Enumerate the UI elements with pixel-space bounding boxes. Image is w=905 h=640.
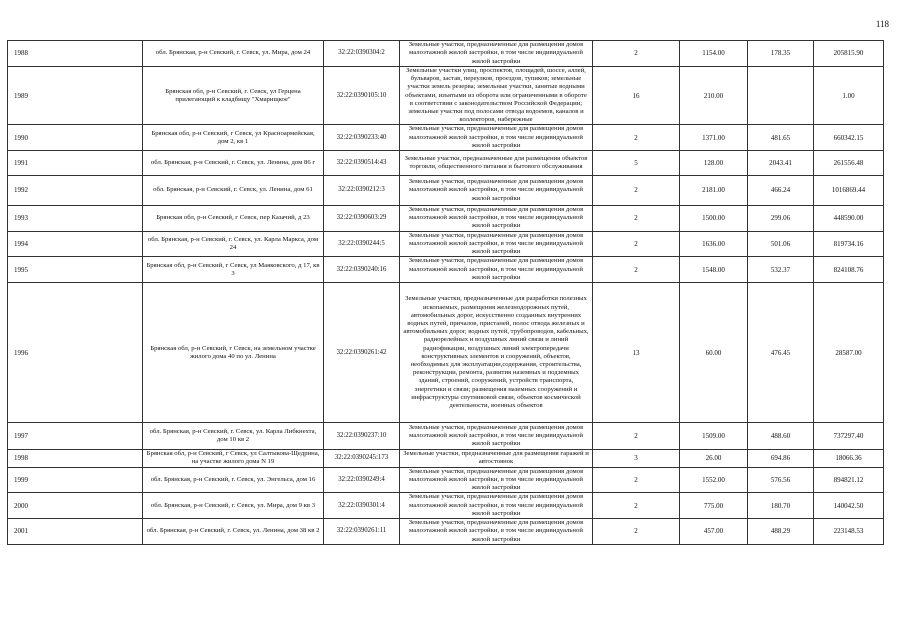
group-cell: 2	[593, 519, 680, 545]
row-number: 1999	[8, 467, 143, 493]
group-cell: 2	[593, 493, 680, 519]
cadastral-value-cell: 140042.50	[814, 493, 884, 519]
group-cell: 2	[593, 231, 680, 257]
address-cell: Брянская обл, р-н Севский, г. Севск, ул Герцена прилегающий к кладбищу "Хмарищкое"	[143, 67, 324, 125]
area-cell: 1500.00	[680, 206, 748, 232]
specific-value-cell: 501.06	[748, 231, 814, 257]
group-cell: 2	[593, 41, 680, 67]
address-cell: обл. Брянская, р-н Севский, г. Севск, ул. Ленина, дом 38 кв 2	[143, 519, 324, 545]
group-cell: 2	[593, 125, 680, 151]
cadastral-number-cell: 32:22:0390249:4	[324, 467, 400, 493]
cadastral-number-cell: 32:22:0390233:40	[324, 125, 400, 151]
land-use-cell: Земельные участки, предназначенные для размещения домов малоэтажной жилой застройки, в том числе индивидуальной жилой застройки	[400, 125, 593, 151]
address-cell: обл. Брянская, р-н Севский, г. Севск, ул. Мира, дом 24	[143, 41, 324, 67]
address-cell: обл. Брянская, р-н Севский, г. Севск, ул. Карла Маркса, дом 24	[143, 231, 324, 257]
cadastral-number-cell: 32:22:0390304:2	[324, 41, 400, 67]
table-row	[8, 176, 884, 206]
cadastral-value-cell: 819734.16	[814, 231, 884, 257]
specific-value-cell: 488.60	[748, 423, 814, 450]
area-cell: 1548.00	[680, 257, 748, 283]
cadastral-value-cell: 894821.12	[814, 467, 884, 493]
cadastral-value-cell: 824108.76	[814, 257, 884, 283]
table-row	[8, 450, 884, 467]
cadastral-value-cell: 18066.36	[814, 450, 884, 467]
specific-value-cell: 2043.41	[748, 151, 814, 176]
page-number: 118	[875, 19, 889, 29]
address-cell: Брянская обл, р-н Севский, г Севск, ул Салтыкова-Щедрина, на участке жилого дома N 19	[143, 450, 324, 467]
row-number: 1998	[8, 450, 143, 467]
specific-value-cell: 299.06	[748, 206, 814, 232]
address-cell: Брянская обл, р-н Севский, г Севск, пер Казачий, д 23	[143, 206, 324, 232]
area-cell: 26.00	[680, 450, 748, 467]
address-cell: обл. Брянская, р-н Севский, г. Севск, ул. Энгельса, дом 16	[143, 467, 324, 493]
cadastral-number-cell: 32:22:0390240:16	[324, 257, 400, 283]
group-cell: 2	[593, 257, 680, 283]
cadastral-number-cell: 32:22:0390212:3	[324, 176, 400, 206]
row-number: 1991	[8, 151, 143, 176]
cadastral-value-cell: 737297.40	[814, 423, 884, 450]
group-cell: 16	[593, 67, 680, 125]
address-cell: обл. Брянская, р-н Севский, г. Севск, ул. Ленина, дом 61	[143, 176, 324, 206]
land-use-cell: Земельные участки, предназначенные для размещения домов малоэтажной жилой застройки, в том числе индивидуальной жилой застройки	[400, 423, 593, 450]
group-cell: 2	[593, 467, 680, 493]
row-number: 1995	[8, 257, 143, 283]
area-cell: 775.00	[680, 493, 748, 519]
row-number: 1994	[8, 231, 143, 257]
cadastral-number-cell: 32:22:0390261:42	[324, 283, 400, 423]
specific-value-cell	[748, 67, 814, 125]
table-row	[8, 125, 884, 151]
specific-value-cell: 576.56	[748, 467, 814, 493]
area-cell: 457.00	[680, 519, 748, 545]
row-number: 1988	[8, 41, 143, 67]
group-cell: 5	[593, 151, 680, 176]
area-cell: 2181.00	[680, 176, 748, 206]
land-use-cell: Земельные участки, предназначенные для размещения домов малоэтажной жилой застройки, в том числе индивидуальной жилой застройки	[400, 231, 593, 257]
cadastral-number-cell: 32:22:0390261:11	[324, 519, 400, 545]
area-cell: 60.00	[680, 283, 748, 423]
land-use-cell: Земельные участки, предназначенные для размещения домов малоэтажной жилой застройки, в том числе индивидуальной жилой застройки	[400, 467, 593, 493]
table-row	[8, 467, 884, 493]
row-number: 1996	[8, 283, 143, 423]
row-number: 2001	[8, 519, 143, 545]
cadastral-value-cell: 1.00	[814, 67, 884, 125]
specific-value-cell: 180.70	[748, 493, 814, 519]
land-use-cell: Земельные участки, предназначенные для разработки полезных ископаемых, размещения железнодорожных путей, автомобильных дорог, искусственно созданных внутренних водных путей, причалов, пристаней, полос отвода железных и автомобильных дорог, водных путей, трубопроводов, кабельных, радиорелейных и воздушных линий связи и линий радиофикации, воздушных линий электропередачи конструктивных элементов и сооружений, объектов, необходимых для эксплуатации,содержания, строительства, реконструкции, ремонта, развития наземных и подземных зданий, строений, сооружений, устройств транспорта, энергетики и связи; размещения наземных сооружений и инфраструктуры спутниковой связи, объектов космической деятельности, военных объектов	[400, 283, 593, 423]
cadastral-value-cell: 1016869.44	[814, 176, 884, 206]
land-use-cell: Земельные участки, предназначенные для размещения домов малоэтажной жилой застройки, в том числе индивидуальной жилой застройки	[400, 519, 593, 545]
row-number: 1989	[8, 67, 143, 125]
table-row	[8, 283, 884, 423]
cadastral-number-cell: 32:22:0390105:10	[324, 67, 400, 125]
row-number: 1992	[8, 176, 143, 206]
specific-value-cell: 481.65	[748, 125, 814, 151]
specific-value-cell: 476.45	[748, 283, 814, 423]
land-use-cell: Земельные участки улиц, проспектов, площадей, шоссе, аллей, бульваров, застав, переулков, проездов, тупиков; земельные участки земель резерва; земельные участки, занятые водными объектами, изъятыми из оборота или ограниченными в обороте в соответствии с законодательством Российской Федерации; земельные участки под полосами отвода водоемов, каналов и коллекторов, набережные	[400, 67, 593, 125]
address-cell: Брянская обл, р-н Севский, г Севск, ул Красноармейская, дом 2, кв 1	[143, 125, 324, 151]
row-number: 1990	[8, 125, 143, 151]
row-number: 1997	[8, 423, 143, 450]
cadastral-value-cell: 660342.15	[814, 125, 884, 151]
specific-value-cell: 466.24	[748, 176, 814, 206]
group-cell: 2	[593, 176, 680, 206]
land-use-cell: Земельные участки, предназначенные для размещения домов малоэтажной жилой застройки, в том числе индивидуальной жилой застройки	[400, 176, 593, 206]
cadastral-value-cell: 448590.00	[814, 206, 884, 232]
area-cell: 128.00	[680, 151, 748, 176]
address-cell: обл. Брянская, р-н Севский, г. Севск, ул. Ленина, дом 86 г	[143, 151, 324, 176]
cadastral-number-cell: 32:22:0390244:5	[324, 231, 400, 257]
cadastral-number-cell: 32:22:0390301:4	[324, 493, 400, 519]
land-use-cell: Земельные участки, предназначенные для размещения домов малоэтажной жилой застройки, в том числе индивидуальной жилой застройки	[400, 41, 593, 67]
table-row	[8, 519, 884, 545]
row-number: 1993	[8, 206, 143, 232]
land-use-cell: Земельные участки, предназначенные для размещения домов малоэтажной жилой застройки, в том числе индивидуальной жилой застройки	[400, 206, 593, 232]
group-cell: 13	[593, 283, 680, 423]
table-row	[8, 206, 884, 232]
group-cell: 3	[593, 450, 680, 467]
cadastral-value-table	[7, 40, 884, 545]
cadastral-number-cell: 32:22:0390245:173	[324, 450, 400, 467]
table-row	[8, 67, 884, 125]
cadastral-value-cell: 223148.53	[814, 519, 884, 545]
land-use-cell: Земельные участки, предназначенные для размещения домов малоэтажной жилой застройки, в том числе индивидуальной жилой застройки	[400, 257, 593, 283]
cadastral-value-cell: 205815.90	[814, 41, 884, 67]
table-row	[8, 41, 884, 67]
area-cell: 210.00	[680, 67, 748, 125]
cadastral-number-cell: 32:22:0390237:10	[324, 423, 400, 450]
area-cell: 1552.00	[680, 467, 748, 493]
area-cell: 1509.00	[680, 423, 748, 450]
table-row	[8, 423, 884, 450]
land-use-cell: Земельные участки, предназначенные для размещения домов малоэтажной жилой застройки, в том числе индивидуальной жилой застройки	[400, 493, 593, 519]
table-row	[8, 151, 884, 176]
table-row	[8, 231, 884, 257]
address-cell: обл. Брянская, р-н Севский, г. Севск, ул. Карла Либкнехта, дом 10 кв 2	[143, 423, 324, 450]
table-row	[8, 493, 884, 519]
cadastral-value-cell: 261556.48	[814, 151, 884, 176]
group-cell: 2	[593, 423, 680, 450]
cadastral-value-cell: 28587.00	[814, 283, 884, 423]
table-row	[8, 257, 884, 283]
cadastral-number-cell: 32:22:0390603:29	[324, 206, 400, 232]
address-cell: Брянская обл, р-н Севский, г Севск, на земельном участке жилого дома 40 по ул. Ленина	[143, 283, 324, 423]
area-cell: 1154.00	[680, 41, 748, 67]
address-cell: Брянская обл, р-н Севский, г Севск, ул Маяковского, д 17, кв 3	[143, 257, 324, 283]
specific-value-cell: 532.37	[748, 257, 814, 283]
address-cell: обл. Брянская, р-н Севский, г. Севск, ул. Мира, дом 9 кв 3	[143, 493, 324, 519]
row-number: 2000	[8, 493, 143, 519]
specific-value-cell: 178.35	[748, 41, 814, 67]
land-use-cell: Земельные участки, предназначенные для размещения объектов торговли, общественного питания и бытового обслуживания	[400, 151, 593, 176]
group-cell: 2	[593, 206, 680, 232]
specific-value-cell: 694.86	[748, 450, 814, 467]
cadastral-number-cell: 32:22:0390514:43	[324, 151, 400, 176]
area-cell: 1371.00	[680, 125, 748, 151]
land-use-cell: Земельные участки, предназначенные для размещения гаражей и автостоянок	[400, 450, 593, 467]
area-cell: 1636.00	[680, 231, 748, 257]
specific-value-cell: 488.29	[748, 519, 814, 545]
